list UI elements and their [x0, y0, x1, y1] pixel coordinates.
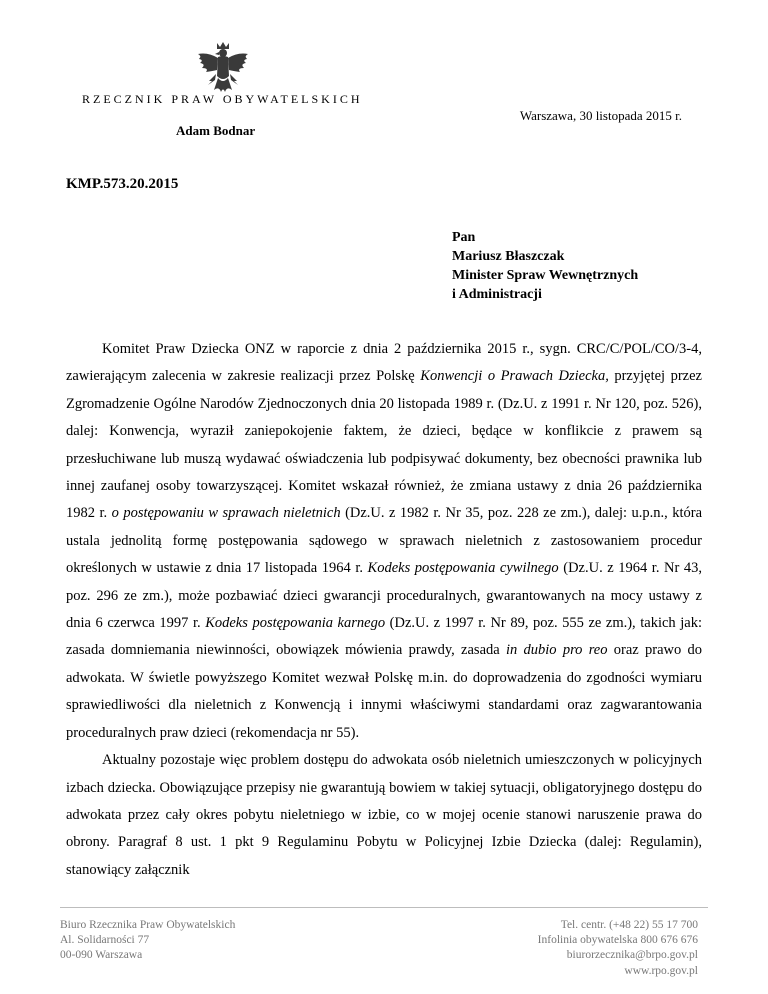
institution-name: RZECZNIK PRAW OBYWATELSKICH [82, 92, 363, 106]
text-run: (Dz.U. z 1997 r. Nr 89, poz. 555 ze zm.), takich jak: zasada domniemania niewinności, obowiązek mówienia prawdy, zasada [66, 615, 702, 659]
footer-address [60, 918, 235, 964]
text-run-italic: Konwencji o Prawach Dziecka, [420, 368, 609, 385]
letter-body [66, 336, 702, 884]
footer-hotline: Infolinia obywatelska 800 676 676 [537, 934, 698, 947]
text-run: oraz prawo do adwokata. W świetle powyższego Komitet wezwał Polskę m.in. do doprowadzenia do zgodności wymiaru sprawiedliwości dla nieletnich z Konwencją i innymi właściwymi standardami oraz zagwarantowania proceduralnych praw dzieci (rekomendacja nr 55). [66, 642, 703, 741]
text-run-italic: Kodeks postępowania cywilnego [367, 560, 559, 577]
footer-address-line: Biuro Rzecznika Praw Obywatelskich [60, 919, 236, 931]
polish-eagle-emblem-icon [196, 40, 250, 100]
addressee-line: Pan [452, 230, 476, 245]
body-paragraph [66, 336, 702, 747]
footer-contact [538, 918, 698, 979]
place-date: Warszawa, 30 listopada 2015 r. [519, 108, 682, 123]
text-run-italic: o postępowaniu w sprawach nieletnich [111, 505, 341, 522]
addressee-line: Mariusz Błaszczak [452, 249, 565, 264]
ombudsman-name: Adam Bodnar [176, 123, 256, 138]
addressee-block [452, 228, 638, 304]
footer-phone: Tel. centr. (+48 22) 55 17 700 [560, 919, 698, 931]
footer-address-line: 00-090 Warszawa [60, 949, 143, 962]
addressee-line: Minister Spraw Wewnętrznych [452, 268, 639, 283]
text-run: (Dz.U. z 1982 r. Nr 35, poz. 228 ze zm.), dalej: u.p.n., która ustala jednolitą formę postępowania sądowego w sprawach nieletnich z zastosowaniem procedur określonych w ustawie z dnia 17 listopada 1964 r. [66, 505, 703, 577]
text-run-italic: in dubio pro reo [505, 642, 608, 659]
footer-website-link[interactable]: www.rpo.gov.pl [624, 964, 698, 977]
text-run: przyjętej przez Zgromadzenie Ogólne Narodów Zjednoczonych dnia 20 listopada 1989 r. (Dz.U. z 1991 r. Nr 120, poz. 526), dalej: Konwencja, wyraził zaniepokojenie faktem, że dzieci, będące w konflikcie z prawem są przesłuchiwane lub muszą wydawać oświadczenia lub podpisywać dokumenty, bez obecności prawnika lub innej zaufanej osoby towarzyszącej. Komitet wskazał również, że zmiana ustawy z dnia 26 października 1982 r. [66, 368, 702, 522]
footer-divider [60, 907, 708, 908]
text-run-italic: Kodeks postępowania karnego [205, 615, 386, 632]
addressee-line: i Administracji [452, 287, 542, 302]
case-reference: KMP.573.20.2015 [66, 176, 179, 192]
footer-email-link[interactable]: biurorzecznika@brpo.gov.pl [566, 949, 698, 962]
text-run: (Dz.U. z 1964 r. Nr 43, poz. 296 ze zm.), może pozbawiać dzieci gwarancji proceduralnych, gwarantowanych na mocy ustawy z dnia 6 czerwca 1997 r. [66, 560, 702, 632]
footer-address-line: Al. Solidarności 77 [60, 934, 150, 947]
body-paragraph [66, 747, 702, 884]
text-run: Komitet Praw Dziecka ONZ w raporcie z dnia 2 października 2015 r., sygn. CRC/C/POL/CO/3-4, zawierającym zalecenia w zakresie realizacji przez Polskę [66, 341, 702, 385]
text-run: Aktualny pozostaje więc problem dostępu do adwokata osób nieletnich umieszczonych w policyjnych izbach dziecka. Obowiązujące przepisy nie gwarantują bowiem w takiej sytuacji, obligatoryjnego dostępu do adwokata przez cały okres pobytu nieletniego w izbie, co w mojej ocenie stanowi naruszenie prawa do obrony. Paragraf 8 ust. 1 pkt 9 Regulaminu Pobytu w Policyjnej Izbie Dziecka (dalej: Regulamin), stanowiący załącznik [66, 752, 702, 878]
